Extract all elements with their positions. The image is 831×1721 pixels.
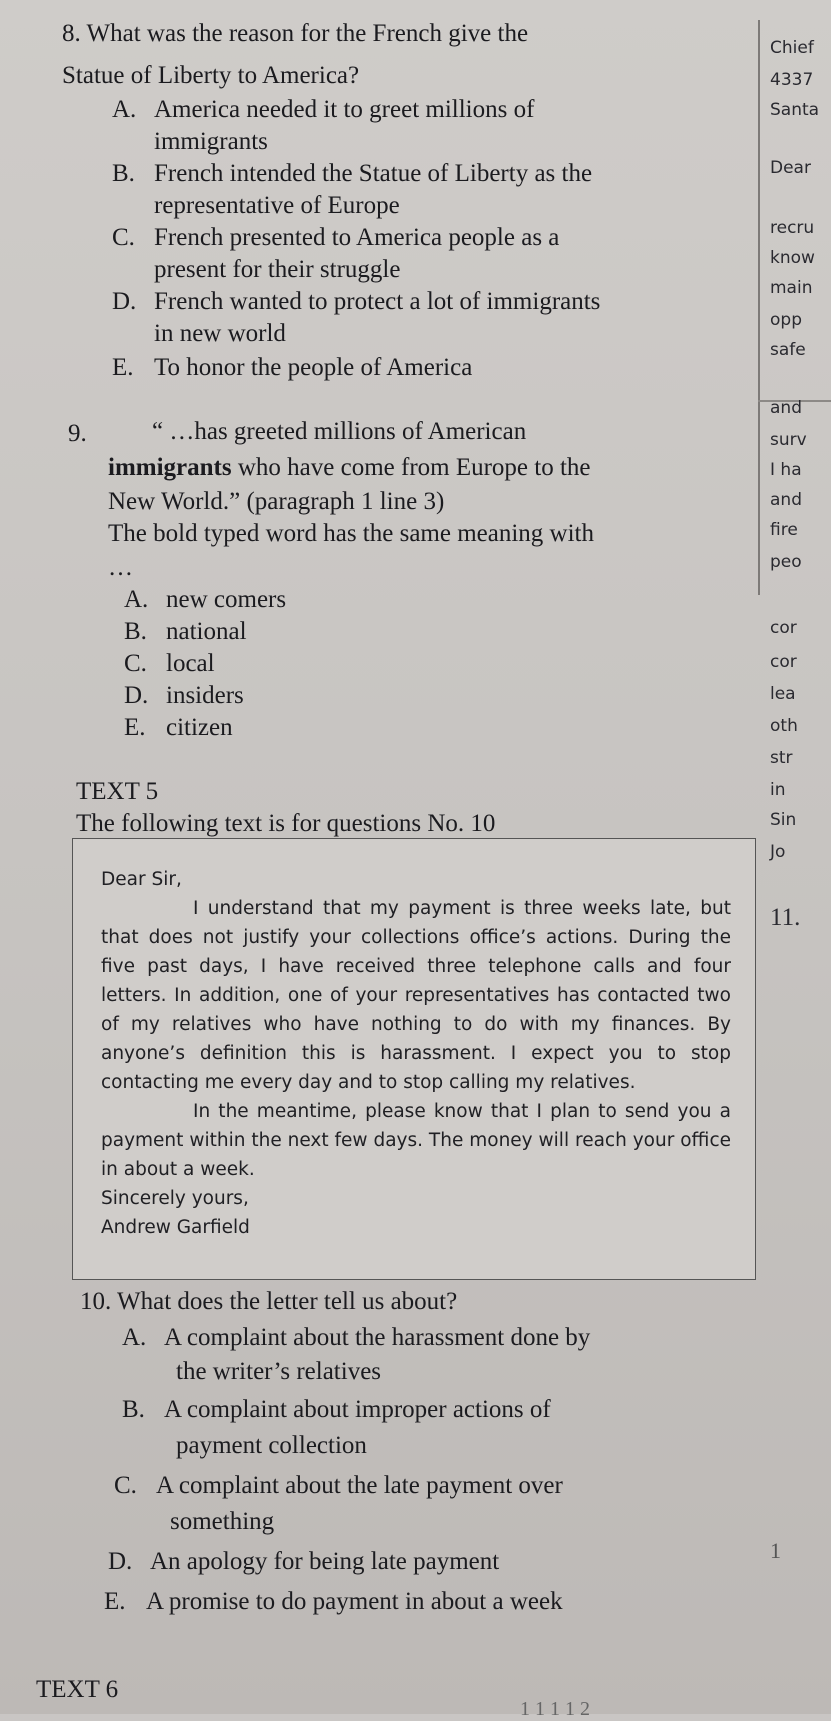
q10-option-a-cont: the writer’s relatives: [176, 1358, 382, 1385]
q8-option-e[interactable]: E. To honor the people of America: [112, 354, 473, 381]
side-line: 4337: [770, 70, 814, 90]
side-line: I ha: [770, 460, 802, 480]
page-edge-number: 1: [770, 1538, 781, 1563]
q10-option-b-cont: payment collection: [176, 1432, 367, 1459]
q8-stem-line2: Statue of Liberty to America?: [62, 62, 360, 89]
letter-closing: Sincerely yours,: [101, 1188, 249, 1209]
side-line: Sin: [770, 810, 797, 830]
side-line: and: [770, 490, 802, 510]
q8-option-a[interactable]: A. America needed it to greet millions of: [112, 96, 535, 123]
side-line: peo: [770, 552, 802, 572]
q10-option-c[interactable]: C. A complaint about the late payment over: [114, 1472, 563, 1499]
q8-stem-line1: 8. What was the reason for the French give the: [62, 20, 529, 47]
q9-stem-line4: The bold typed word has the same meaning with: [108, 520, 594, 547]
q8-option-d-cont: in new world: [154, 320, 286, 347]
side-line: in: [770, 780, 786, 800]
q9-quote-line1: “ …has greeted millions of American: [152, 418, 527, 445]
side-line: Dear: [770, 158, 811, 178]
page-marks: 1 1 1 1 2: [520, 1698, 590, 1720]
q8-option-a-cont: immigrants: [154, 128, 268, 155]
letter-signature: Andrew Garfield: [101, 1217, 250, 1238]
side-line: safe: [770, 340, 806, 360]
q9-option-a[interactable]: A. new comers: [124, 586, 287, 613]
q10-stem: 10. What does the letter tell us about?: [80, 1288, 458, 1315]
q9-option-b[interactable]: B. national: [124, 618, 247, 645]
q10-option-e[interactable]: E. A promise to do payment in about a week: [104, 1588, 563, 1615]
letter-paragraph-1: I understand that my payment is three weeks late, but that does not justify your collections office’s actions. During the five past days, I have received three telephone calls and four letters. In addition, one of your representatives has contacted two of my relatives who have nothing to do with my finances. By anyone’s definition this is harassment. I expect you to stop contacting me every day and to stop calling my relatives.: [101, 898, 731, 1093]
letter-paragraph-2: In the meantime, please know that I plan to send you a payment within the next few days. The money will reach your office in about a week.: [101, 1101, 731, 1180]
q9-quote-line2: immigrants who have come from Europe to the: [108, 454, 591, 481]
side-line: recru: [770, 218, 815, 238]
q8-option-c-cont: present for their struggle: [154, 256, 401, 283]
q9-stem-ellipsis: …: [108, 554, 133, 581]
q10-option-c-cont: something: [170, 1508, 275, 1535]
letter-box: [72, 838, 756, 1280]
side-line: oth: [770, 716, 798, 736]
column-divider: [758, 20, 760, 595]
side-line: str: [770, 748, 793, 768]
side-line: know: [770, 248, 815, 268]
side-line: lea: [770, 684, 796, 704]
side-line: Chief: [770, 38, 814, 58]
q8-option-d[interactable]: D. French wanted to protect a lot of immigrants: [112, 288, 601, 315]
letter-salutation: Dear Sir,: [101, 869, 182, 890]
side-line: fire: [770, 520, 798, 540]
q10-option-b[interactable]: B. A complaint about improper actions of: [122, 1396, 551, 1423]
text5-intro: The following text is for questions No. 10: [76, 810, 496, 837]
q9-quote-line3: New World.” (paragraph 1 line 3): [108, 488, 445, 515]
side-line: and: [770, 398, 802, 418]
side-line: cor: [770, 618, 797, 638]
q10-option-a[interactable]: A. A complaint about the harassment done by: [122, 1324, 591, 1351]
side-line: main: [770, 278, 813, 298]
side-line: Santa: [770, 100, 820, 120]
q9-option-d[interactable]: D. insiders: [124, 682, 244, 709]
q9-bold-word: immigrants: [108, 454, 232, 481]
q11-number: 11.: [770, 904, 801, 931]
side-line: surv: [770, 430, 807, 450]
q10-option-d[interactable]: D. An apology for being late payment: [108, 1548, 500, 1575]
q9-number: 9.: [68, 420, 87, 447]
side-line: cor: [770, 652, 797, 672]
q8-option-b-cont: representative of Europe: [154, 192, 400, 219]
text5-heading: TEXT 5: [76, 778, 159, 805]
q8-option-c[interactable]: C. French presented to America people as a: [112, 224, 560, 251]
text6-heading: TEXT 6: [36, 1676, 119, 1703]
q9-option-e[interactable]: E. citizen: [124, 714, 233, 741]
letter-body: [101, 865, 731, 1242]
q8-option-b[interactable]: B. French intended the Statue of Liberty as the: [112, 160, 593, 187]
side-line: opp: [770, 310, 802, 330]
q9-option-c[interactable]: C. local: [124, 650, 215, 677]
side-line: Jo: [770, 842, 786, 862]
